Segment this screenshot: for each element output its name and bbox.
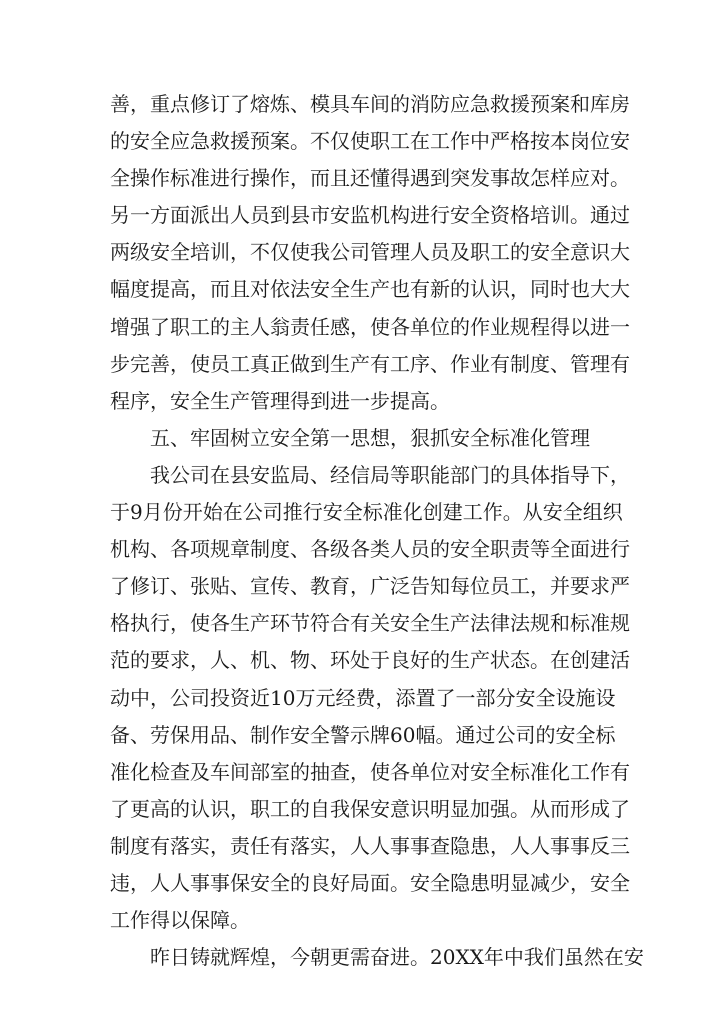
paragraph-line: 了更高的认识，职工的自我保安意识明显加强。从而形成了 (110, 796, 630, 821)
paragraph-line: 了修订、张贴、宣传、教育，广泛告知每位员工，并要求严 (110, 574, 630, 599)
paragraph-line: 我公司在县安监局、经信局等职能部门的具体指导下， (150, 462, 630, 487)
paragraph-line: 昨日铸就辉煌，今朝更需奋进。20XX年中我们虽然在安 (150, 945, 644, 970)
paragraph-line: 违，人人事事保安全的良好局面。安全隐患明显减少，安全 (110, 870, 630, 895)
paragraph-line: 步完善，使员工真正做到生产有工序、作业有制度、管理有 (110, 351, 630, 376)
document-body (110, 86, 644, 976)
paragraph-line: 于9月份开始在公司推行安全标准化创建工作。从安全组织 (110, 500, 623, 525)
paragraph-line: 制度有落实，责任有落实，人人事事查隐患，人人事事反三 (110, 833, 630, 858)
paragraph-line: 增强了职工的主人翁责任感，使各单位的作业规程得以进一 (110, 314, 630, 339)
paragraph-line: 幅度提高，而且对依法安全生产也有新的认识，同时也大大 (110, 277, 630, 302)
section-heading: 五、牢固树立安全第一思想，狠抓安全标准化管理 (150, 425, 590, 450)
paragraph-line: 格执行，使各生产环节符合有关安全生产法律法规和标准规 (110, 611, 630, 636)
paragraph-line: 备、劳保用品、制作安全警示牌60幅。通过公司的安全标 (110, 722, 616, 747)
paragraph-line: 程序，安全生产管理得到进一步提高。 (110, 388, 450, 413)
paragraph-line: 工作得以保障。 (110, 908, 250, 933)
paragraph-line: 动中，公司投资近10万元经费，添置了一部分安全设施设 (110, 685, 616, 710)
paragraph-line: 准化检查及车间部室的抽查，使各单位对安全标准化工作有 (110, 759, 630, 784)
paragraph-line: 全操作标准进行操作，而且还懂得遇到突发事故怎样应对。 (110, 166, 630, 191)
paragraph-line: 范的要求，人、机、物、环处于良好的生产状态。在创建活 (110, 648, 630, 673)
paragraph-line: 善，重点修订了熔炼、模具车间的消防应急救援预案和库房 (110, 92, 630, 116)
paragraph-line: 的安全应急救援预案。不仅使职工在工作中严格按本岗位安 (110, 129, 630, 154)
paragraph-line: 两级安全培训，不仅使我公司管理人员及职工的安全意识大 (110, 240, 630, 265)
paragraph-line: 另一方面派出人员到县市安监机构进行安全资格培训。通过 (110, 203, 630, 228)
paragraph-line: 机构、各项规章制度、各级各类人员的安全职责等全面进行 (110, 537, 630, 562)
